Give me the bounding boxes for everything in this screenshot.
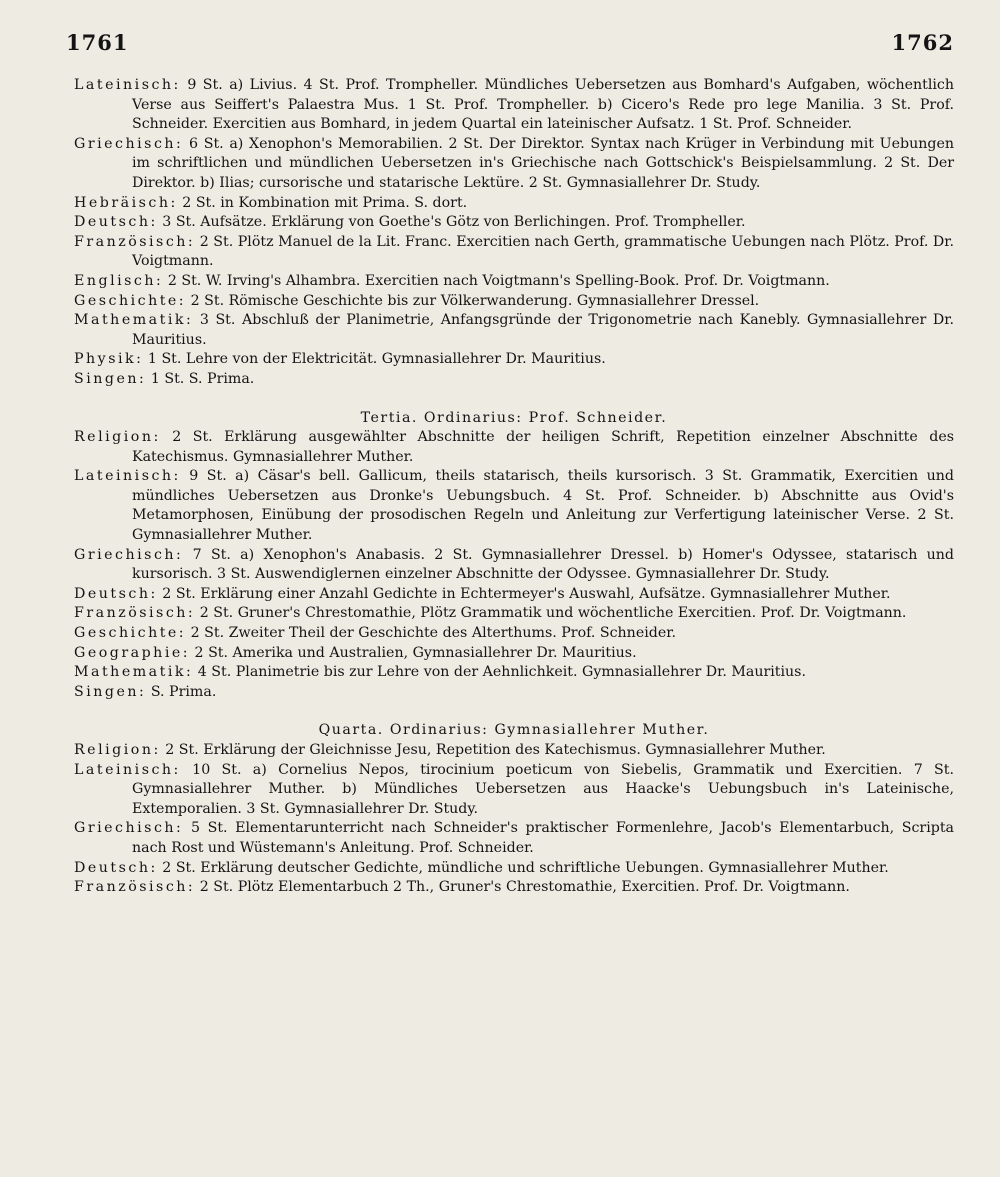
subject-entry — [74, 272, 954, 292]
subject-name: Lateinisch: — [74, 468, 181, 485]
subject-entry — [74, 663, 954, 683]
subject-text: 2 St. Amerika und Australien, Gymnasiallehrer Dr. Mauritius. — [194, 644, 637, 661]
subject-name: Lateinisch: — [74, 77, 181, 93]
subject-text: 2 St. Erklärung ausgewählter Abschnitte der heiligen Schrift, Repetition einzelner Abschnitte des Katechismus. Gymnasiallehrer Muther. — [132, 429, 954, 465]
subject-entry — [74, 76, 954, 135]
subject-name: Griechisch: — [74, 135, 184, 152]
subject-name: Geschichte: — [74, 625, 187, 642]
subject-text: 1 St. S. Prima. — [150, 370, 255, 387]
subject-name: Geschichte: — [74, 292, 187, 309]
subject-text: 5 St. Elementarunterricht nach Schneider's praktischer Formenlehre, Jacob's Elementarbuch, Scripta nach Rost und Wüstemann's Anleitung. Prof. Schneider. — [132, 820, 954, 856]
subject-text: 9 St. a) Livius. 4 St. Prof. Trompheller. Mündliches Uebersetzen aus Bomhard's Aufgaben, wöchentlich Verse aus Seiffert's Palaestra Mus. 1 St. Prof. Trompheller. b) Cicero's Rede pro lege Manilia. 3 St. Prof. Schneider. Exercitien aus Bomhard, in jedem Quartal ein lateinischer Aufsatz. 1 St. Prof. Schneider. — [132, 77, 954, 133]
subject-name: Englisch: — [74, 272, 164, 289]
subject-name: Französisch: — [74, 233, 196, 250]
page-body — [74, 76, 954, 898]
subject-entry — [74, 624, 954, 644]
subject-text: 2 St. Römische Geschichte bis zur Völkerwanderung. Gymnasiallehrer Dressel. — [190, 292, 760, 309]
subject-name: Mathematik: — [74, 312, 194, 329]
subject-entry — [74, 878, 954, 898]
subject-entry — [74, 213, 954, 233]
subject-name: Religion: — [74, 742, 161, 758]
tertia-subjects — [74, 428, 954, 702]
subject-entry — [74, 819, 954, 858]
subject-name: Französisch: — [74, 605, 196, 622]
subject-text: 2 St. Erklärung einer Anzahl Gedichte in Echtermeyer's Auswahl, Aufsätze. Gymnasiallehrer Muther. — [162, 585, 891, 602]
subject-name: Singen: — [74, 370, 147, 387]
subject-entry — [74, 644, 954, 664]
subject-entry — [74, 350, 954, 370]
subject-name: Geographie: — [74, 644, 191, 661]
subject-name: Griechisch: — [74, 820, 184, 837]
subject-text: 2 St. Erklärung der Gleichnisse Jesu, Repetition des Katechismus. Gymnasiallehrer Muther. — [165, 742, 826, 758]
page-number-right: 1762 — [891, 30, 954, 55]
subject-name: Hebräisch: — [74, 194, 178, 211]
page-number-left: 1761 — [66, 30, 129, 55]
subject-entry — [74, 467, 954, 545]
subject-name: Deutsch: — [74, 585, 158, 602]
subject-text: 7 St. a) Xenophon's Anabasis. 2 St. Gymnasiallehrer Dressel. b) Homer's Odyssee, statarisch und kursorisch. 3 St. Auswendiglernen einzelner Abschnitte der Odyssee. Gymnasiallehrer Dr. Study. — [132, 546, 954, 583]
subject-text: 3 St. Aufsätze. Erklärung von Goethe's Götz von Berlichingen. Prof. Trompheller. — [162, 214, 746, 231]
subject-name: Religion: — [74, 429, 161, 446]
subject-entry — [74, 741, 954, 761]
subject-entry — [74, 194, 954, 214]
subject-entry — [74, 311, 954, 350]
subject-name: Lateinisch: — [74, 761, 181, 778]
subject-name: Französisch: — [74, 879, 196, 896]
subject-text: 2 St. W. Irving's Alhambra. Exercitien nach Voigtmann's Spelling-Book. Prof. Dr. Voigtmann. — [167, 272, 830, 289]
prima-subjects — [74, 76, 954, 390]
subject-name: Singen: — [74, 683, 147, 700]
subject-text: 3 St. Abschluß der Planimetrie, Anfangsgründe der Trigonometrie nach Kanebly. Gymnasiallehrer Dr. Mauritius. — [132, 312, 954, 348]
subject-entry — [74, 546, 954, 585]
subject-name: Mathematik: — [74, 664, 194, 681]
subject-entry — [74, 761, 954, 820]
subject-name: Physik: — [74, 351, 144, 368]
subject-entry — [74, 428, 954, 467]
subject-text: 2 St. Zweiter Theil der Geschichte des Alterthums. Prof. Schneider. — [190, 625, 676, 642]
quarta-heading: Quarta. Ordinarius: Gymnasiallehrer Muther. — [318, 722, 710, 739]
tertia-heading: Tertia. Ordinarius: Prof. Schneider. — [360, 409, 668, 426]
subject-text: 2 St. Plötz Elementarbuch 2 Th., Gruner's Chrestomathie, Exercitien. Prof. Dr. Voigtmann. — [199, 879, 850, 896]
subject-entry — [74, 370, 954, 390]
subject-entry — [74, 135, 954, 194]
subject-entry — [74, 859, 954, 879]
subject-text: 4 St. Planimetrie bis zur Lehre von der Aehnlichkeit. Gymnasiallehrer Dr. Mauritius. — [197, 664, 806, 681]
subject-entry — [74, 233, 954, 272]
subject-text: S. Prima. — [150, 683, 217, 700]
subject-text: 2 St. Gruner's Chrestomathie, Plötz Grammatik und wöchentliche Exercitien. Prof. Dr. Voigtmann. — [199, 605, 907, 622]
subject-text: 9 St. a) Cäsar's bell. Gallicum, theils statarisch, theils kursorisch. 3 St. Grammatik, Exercitien und mündliches Uebersetzen aus Dronke's Uebungsbuch. 4 St. Prof. Schneider. b) Abschnitte aus Ovid's Metamorphosen, Einübung der prosodischen Regeln und Anleitung zur Verfertigung lateinischer Verse. 2 St. Gymnasiallehrer Muther. — [132, 468, 954, 544]
subject-name: Griechisch: — [74, 546, 184, 563]
subject-text: 2 St. Plötz Manuel de la Lit. Franc. Exercitien nach Gerth, grammatische Uebungen nach Plötz. Prof. Dr. Voigtmann. — [132, 233, 954, 270]
subject-name: Deutsch: — [74, 859, 158, 876]
subject-entry — [74, 585, 954, 605]
subject-text: 10 St. a) Cornelius Nepos, tirocinium poeticum von Siebelis, Grammatik und Exercitien. 7 St. Gymnasiallehrer Muther. b) Mündliches Uebersetzen aus Haacke's Uebungsbuch in's Lateinische, Extemporalien. 3 St. Gymnasiallehrer Dr. Study. — [132, 761, 954, 817]
subject-entry — [74, 292, 954, 312]
subject-entry — [74, 604, 954, 624]
subject-text: 1 St. Lehre von der Elektricität. Gymnasiallehrer Dr. Mauritius. — [147, 351, 606, 368]
subject-text: 2 St. in Kombination mit Prima. S. dort. — [182, 194, 468, 211]
subject-text: 2 St. Erklärung deutscher Gedichte, mündliche und schriftliche Uebungen. Gymnasiallehrer Muther. — [162, 859, 889, 876]
subject-text: 6 St. a) Xenophon's Memorabilien. 2 St. Der Direktor. Syntax nach Krüger in Verbindung mit Uebungen im schriftlichen und mündlichen Uebersetzen in's Griechische nach Gottschick's Beispielsammlung. 2 St. Der Direktor. b) Ilias; cursorische und statarische Lektüre. 2 St. Gymnasiallehrer Dr. Study. — [132, 135, 954, 191]
subject-entry — [74, 683, 954, 703]
subject-name: Deutsch: — [74, 214, 158, 231]
quarta-subjects — [74, 741, 954, 898]
